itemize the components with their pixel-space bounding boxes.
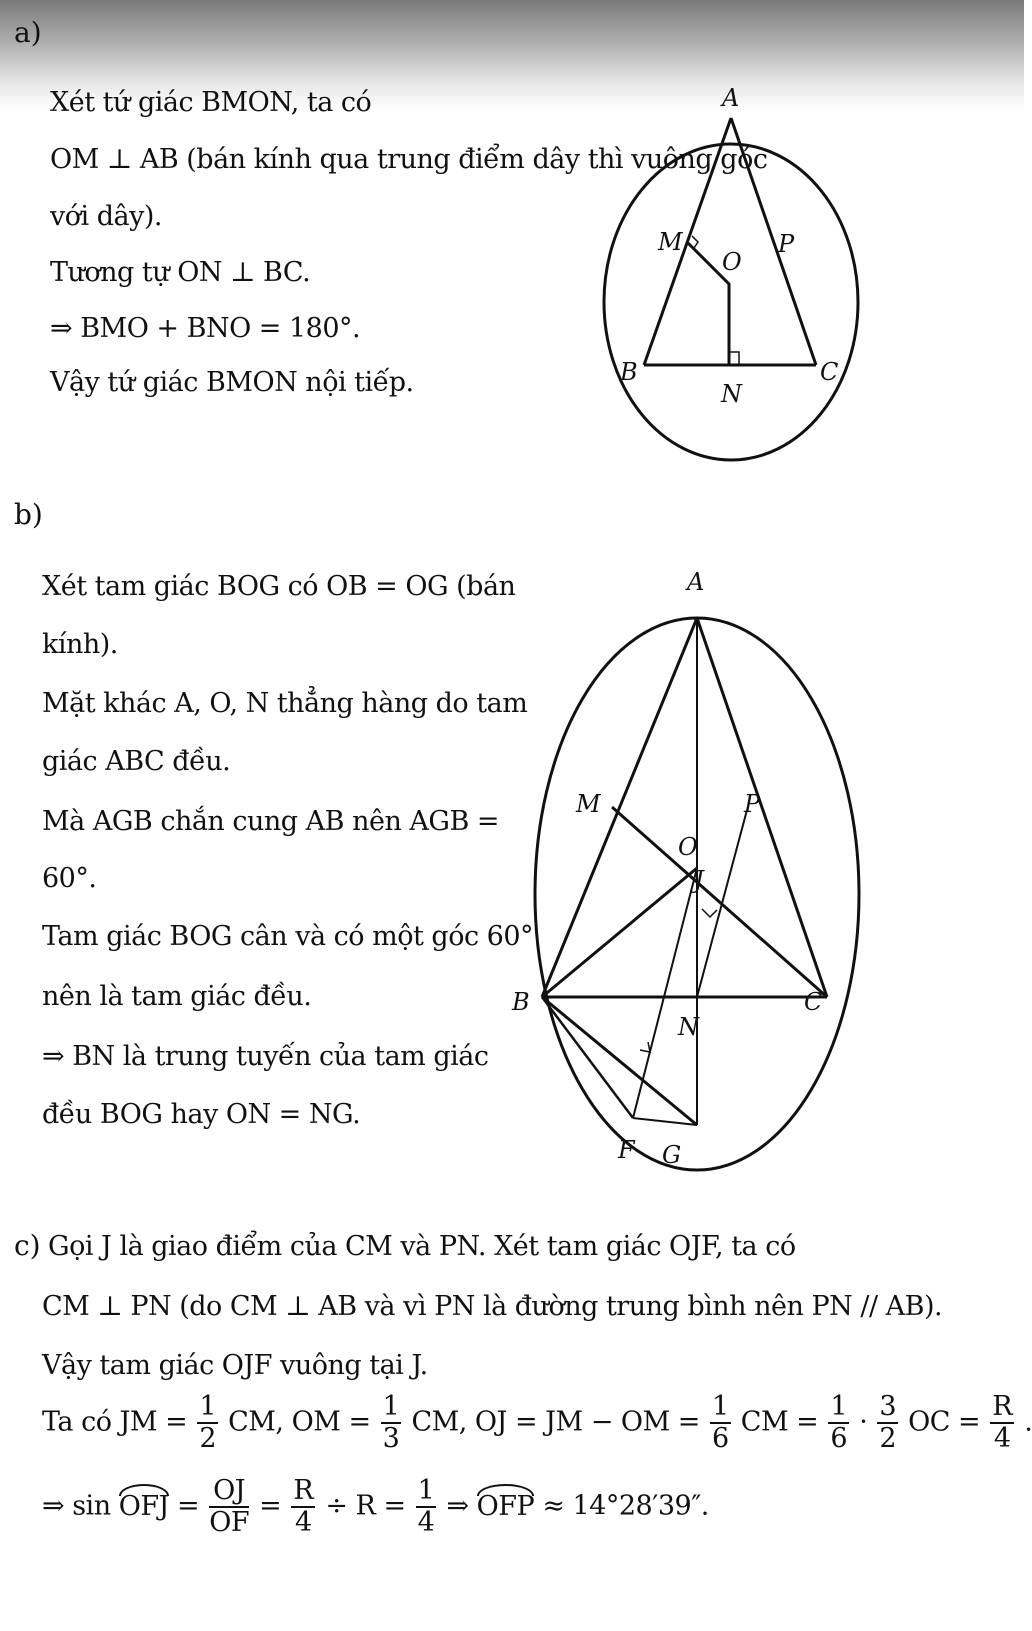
fraction-1-6-b: $\frac{1}{6}$ <box>830 1391 848 1454</box>
fraction-1-2: $\frac{1}{2}$ <box>199 1391 217 1454</box>
part-a-label: a) <box>14 16 42 49</box>
point-a-label-b: A <box>687 568 705 596</box>
line-pn <box>697 810 747 997</box>
point-c-label-b: C <box>804 988 823 1016</box>
part-b-line-6: 60°. <box>42 863 97 894</box>
eq2-result: ≈ 14°28′39″. <box>542 1490 709 1522</box>
fraction-1-4: $\frac{1}{4}$ <box>417 1475 435 1538</box>
line-fg <box>633 1118 697 1125</box>
side-ab-b <box>542 618 697 997</box>
point-p-label: P <box>778 230 795 258</box>
point-n-label: N <box>721 380 742 408</box>
point-f-label-b: F <box>618 1136 635 1164</box>
fraction-3-2: $\frac{3}{2}$ <box>879 1391 897 1454</box>
part-b-line-10: đều BOG hay ON = NG. <box>42 1099 361 1130</box>
circle-a <box>604 144 858 460</box>
eq2-eq: = <box>176 1490 200 1522</box>
eq2-eq-b: = <box>259 1490 282 1522</box>
equation-line-2 <box>42 1476 709 1538</box>
part-c-line-1: Gọi J là giao điểm của CM và PN. Xét tam giác OJF, ta có <box>48 1231 796 1262</box>
point-c-label: C <box>820 358 839 386</box>
figure-a <box>600 80 860 470</box>
part-b-line-1: Xét tam giác BOG có OB = OG (bán <box>42 571 516 602</box>
line-of <box>633 868 697 1118</box>
eq1-part3: CM = <box>740 1406 819 1438</box>
point-g-label-b: G <box>662 1141 682 1169</box>
point-m-label-b: M <box>576 790 601 818</box>
figure-b <box>500 560 860 1180</box>
line-bg <box>542 997 697 1125</box>
part-a-line-3: với dây). <box>50 201 162 232</box>
line-bo <box>542 868 697 997</box>
eq1-lead: Ta có JM = <box>42 1406 188 1438</box>
part-b-line-2: kính). <box>42 629 118 660</box>
part-b-line-3: Mặt khác A, O, N thẳng hàng do tam <box>42 688 528 719</box>
eq1-end: . <box>1024 1406 1032 1438</box>
part-a-line-6: Vậy tứ giác BMON nội tiếp. <box>50 367 414 398</box>
point-j-label-b: J <box>694 866 704 894</box>
angle-ofj: OFJ <box>118 1490 169 1522</box>
point-o-label-b: O <box>678 833 698 861</box>
part-a-line-2: OM ⊥ AB (bán kính qua trung điểm dây thì vuông góc <box>50 144 768 175</box>
part-b-line-9: ⇒ BN là trung tuyến của tam giác <box>42 1041 489 1072</box>
point-b-label-b: B <box>512 988 530 1016</box>
right-angle-f <box>640 1042 650 1052</box>
part-b-line-8: nên là tam giác đều. <box>42 981 312 1012</box>
point-a-label: A <box>722 84 740 112</box>
part-a-line-5: ⇒ BMO + BNO = 180°. <box>50 313 361 344</box>
part-b-line-5: Mà AGB chắn cung AB nên AGB = <box>42 806 500 837</box>
part-a-line-4: Tương tự ON ⊥ BC. <box>50 257 311 288</box>
fraction-1-6: $\frac{1}{6}$ <box>712 1391 729 1454</box>
fraction-r-4: $\frac{R}{4}$ <box>992 1391 1013 1454</box>
point-n-label-b: N <box>678 1013 699 1041</box>
eq1-part1: CM, OM = <box>228 1406 371 1438</box>
fraction-r-4-b: $\frac{R}{4}$ <box>293 1475 314 1538</box>
side-ac <box>731 118 816 365</box>
part-b-line-7: Tam giác BOG cân và có một góc 60° <box>42 921 534 952</box>
part-b-line-4: giác ABC đều. <box>42 746 231 777</box>
point-o-label: O <box>722 248 742 276</box>
eq2-mid: ÷ R = <box>325 1490 406 1522</box>
part-c-label: c) <box>14 1229 41 1262</box>
part-a-line-1: Xét tứ giác BMON, ta có <box>50 87 372 118</box>
equation-line-1: Ta có JM = $\frac{1}{2}$ CM, OM = $\frac{1}{3}$ CM, OJ = JM − OM = $\frac{1}{6}$ CM = $\frac{1}{6}$ · $\frac{3}{2}$ OC = $\frac{R}{4}$ . <box>42 1391 1032 1454</box>
part-c-line-3: Vậy tam giác OJF vuông tại J. <box>42 1350 428 1381</box>
part-c-line-2: CM ⊥ PN (do CM ⊥ AB và vì PN là đường trung bình nên PN // AB). <box>42 1291 943 1322</box>
point-b-label: B <box>620 358 638 386</box>
fraction-oj-of: $\frac{OJ}{OF}$ <box>209 1475 250 1538</box>
eq1-part2: CM, OJ = JM − OM = <box>411 1406 700 1438</box>
eq1-part4: OC = <box>908 1406 981 1438</box>
point-m-label: M <box>658 228 683 256</box>
eq2-impl: ⇒ <box>446 1490 469 1522</box>
fraction-1-3: $\frac{1}{3}$ <box>382 1391 400 1454</box>
point-p-label-b: P <box>744 790 761 818</box>
angle-ofp: OFP <box>476 1490 535 1522</box>
eq2-lead: ⇒ sin <box>42 1490 111 1522</box>
part-b-label: b) <box>14 498 43 531</box>
right-angle-j <box>702 909 717 917</box>
